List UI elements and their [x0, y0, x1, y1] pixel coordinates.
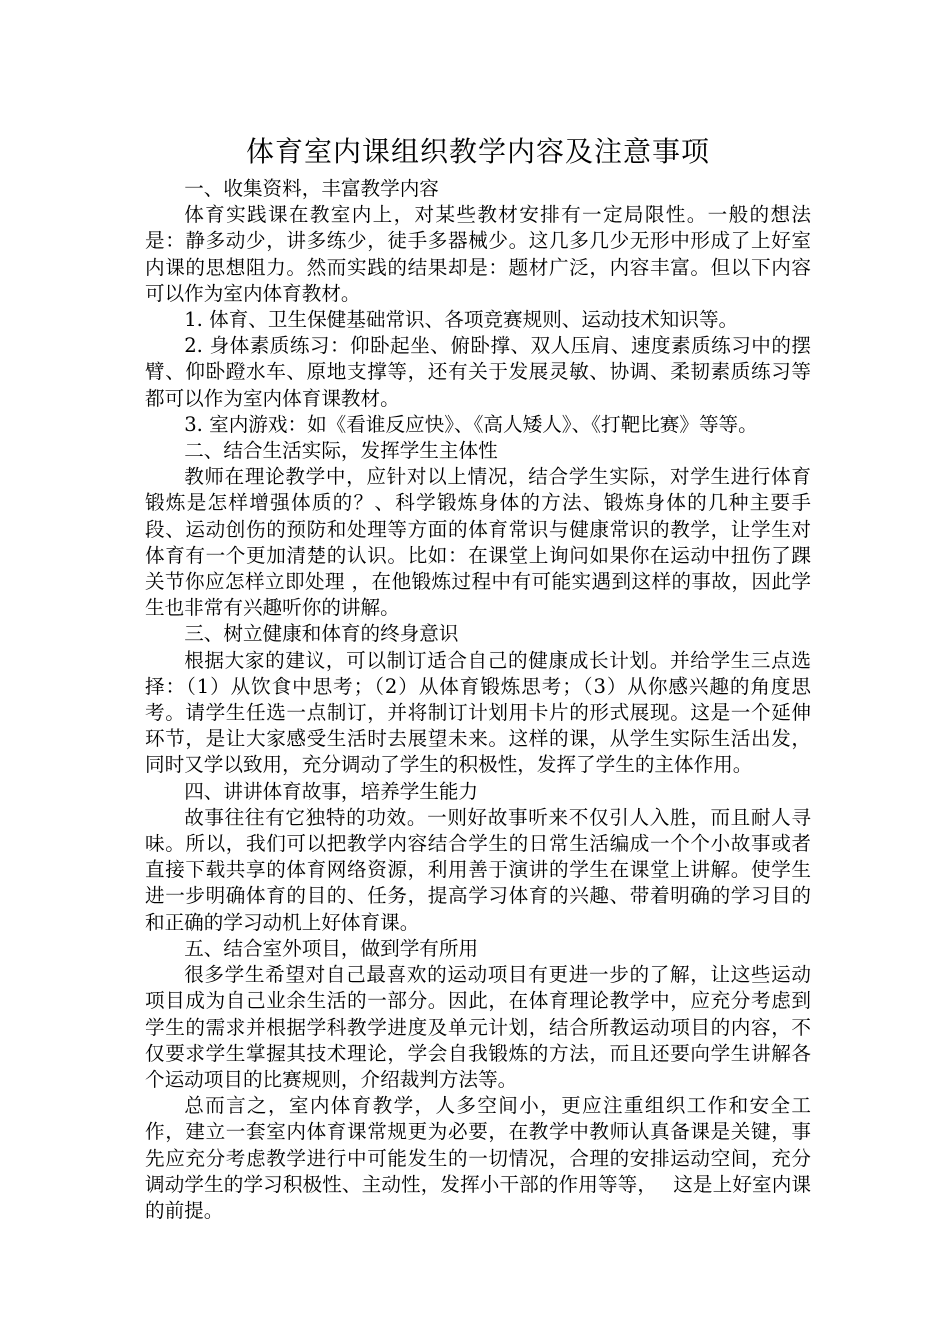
list-item: 2. 身体素质练习：仰卧起坐、俯卧撑、双人压肩、速度素质练习中的摆臂、仰卧蹬水车、原地支撑等，还有关于发展灵敏、协调、柔韧素质练习等都可以作为室内体育课教材。 — [145, 334, 811, 410]
document-page — [145, 132, 811, 1224]
paragraph: 故事往往有它独特的功效。一则好故事听来不仅引人入胜，而且耐人寻味。所以，我们可以把教学内容结合学生的日常生活编成一个个小故事或者直接下载共享的体育网络资源，利用善于演讲的学生在课堂上讲解。使学生进一步明确体育的目的、任务，提高学习体育的兴趣、带着明确的学习目的和正确的学习动机上好体育课。 — [145, 805, 811, 934]
section-heading-2: 二、结合生活实际，发挥学生主体性 — [184, 439, 498, 463]
list-item: 3. 室内游戏：如《看谁反应快》、《高人矮人》、《打靶比赛》等等。 — [184, 412, 758, 436]
paragraph: 根据大家的建议，可以制订适合自己的健康成长计划。并给学生三点选择：（1）从饮食中思考；（2）从体育锻炼思考；（3）从你感兴趣的角度思考。请学生任选一点制订，并将制订计划用卡片的形式展现。这是一个延伸环节，是让大家感受生活时去展望未来。这样的课，从学生实际生活出发，同时又学以致用，充分调动了学生的积极性，发挥了学生的主体作用。 — [145, 648, 811, 777]
section-heading-3: 三、树立健康和体育的终身意识 — [184, 622, 459, 646]
section-heading-5: 五、结合室外项目，做到学有所用 — [184, 936, 479, 960]
conclusion-paragraph: 总而言之，室内体育教学，人多空间小，更应注重组织工作和安全工作，建立一套室内体育课常规更为必要，在教学中教师认真备课是关键，事先应充分考虑教学进行中可能发生的一切情况，合理的安排运动空间，充分调动学生的学习积极性、主动性，发挥小干部的作用等等， 这是上好室内课的前提。 — [145, 1094, 811, 1222]
section-heading-4: 四、讲讲体育故事，培养学生能力 — [184, 779, 479, 803]
paragraph: 体育实践课在教室内上，对某些教材安排有一定局限性。一般的想法是：静多动少，讲多练少，徒手多器械少。这几多几少无形中形成了上好室内课的思想阻力。然而实践的结果却是：题材广泛，内容丰富。但以下内容可以作为室内体育教材。 — [145, 203, 811, 305]
section-heading-1: 一、收集资料，丰富教学内容 — [184, 177, 439, 200]
paragraph: 教师在理论教学中，应针对以上情况，结合学生实际，对学生进行体育锻炼是怎样增强体质的？、科学锻炼身体的方法、锻炼身体的几种主要手段、运动创伤的预防和处理等方面的体育常识与健康常识的教学，让学生对体育有一个更加清楚的认识。比如：在课堂上询问如果你在运动中扭伤了踝关节你应怎样立即处理 ，在他锻炼过程中有可能实遇到这样的事故，因此学生也非常有兴趣听你的讲解。 — [145, 465, 811, 620]
document-title: 体育室内课组织教学内容及注意事项 — [245, 135, 710, 168]
list-item: 1. 体育、卫生保健基础常识、各项竞赛规则、运动技术知识等。 — [184, 308, 739, 332]
paragraph: 很多学生希望对自己最喜欢的运动项目有更进一步的了解，让这些运动项目成为自己业余生活的一部分。因此，在体育理论教学中，应充分考虑到学生的需求并根据学科教学进度及单元计划，结合所教运动项目的内容，不仅要求学生掌握其技术理论，学会自我锻炼的方法，而且还要向学生讲解各个运动项目的比赛规则，介绍裁判方法等。 — [145, 963, 811, 1091]
